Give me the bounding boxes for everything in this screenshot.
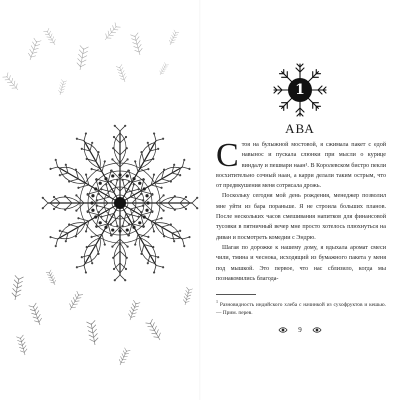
flourish-right-icon (312, 325, 322, 335)
paragraph-2: Поскольку сегодня мой день рождения, менеджер позволил мне уйти из бара пораньше. Я не строила больших планов. После нескольких часов смешивания напитков для финансовой тусовки в пятничный вечер мне просто хотелось плюхнуться на диван и посмотреть комедии с Эндрю. (216, 193, 386, 241)
mandala-snowflake (42, 125, 199, 282)
chapter-title: АВА (285, 121, 315, 136)
chapter-number: 1 (295, 82, 305, 98)
footnote-text: Разновидность индийского хлеба с начинкой из сухофруктов и кешью. — Прим. перев. (216, 301, 386, 317)
foliage-bottom (11, 270, 193, 366)
footnote-mark: 1 (216, 299, 218, 304)
foliage-top (3, 23, 180, 96)
flourish-left-icon (278, 325, 288, 335)
paragraph-3: Шагая по дорожке к нашему дому, я вдыхала аромат смеси чили, тмина и чеснока, исходящий из бумажного пакета у меня под мышкой. Это первое, что нас сблизило, когда мы познакомились благода- (216, 244, 386, 282)
page-number-row (250, 324, 350, 336)
chapter-body-text (216, 137, 386, 284)
paragraph-1-text: тоя на булыжной мостовой, я сжимала пакет с едой навынос и пускала слюнки при мысли о курице виндалу и пешвари наан¹. В Королевском бистро пекли восхитительно сочный наан, а карри делали таким острым, что от предвкушения меня сотрясала дрожь. (216, 142, 386, 190)
drop-cap: С (216, 137, 239, 174)
footnote (216, 298, 386, 318)
page-number: 9 (298, 326, 302, 334)
footnote-rule (216, 294, 256, 295)
paragraph-1 (216, 137, 386, 191)
